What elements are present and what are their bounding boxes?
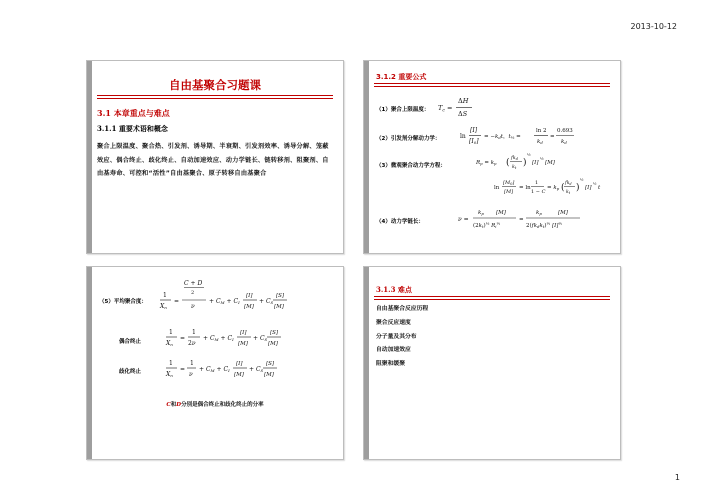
svg-text:1: 1 bbox=[192, 329, 196, 336]
svg-text:): ) bbox=[576, 183, 580, 193]
svg-text:ln: ln bbox=[460, 133, 466, 140]
formula-label-average-dp: （5）平均聚合度： bbox=[99, 299, 147, 305]
svg-text:=: = bbox=[550, 134, 555, 140]
section-heading: 3.1 本章重点与难点 bbox=[97, 108, 170, 118]
svg-text:ΔS: ΔS bbox=[458, 110, 468, 118]
svg-text:=: = bbox=[180, 366, 186, 373]
subsection-heading: 3.1.1 重要术语和概念 bbox=[97, 124, 168, 133]
slide-title: 3.1.2 重要公式 bbox=[376, 73, 427, 81]
svg-text:1: 1 bbox=[163, 292, 167, 299]
equation-average-dp bbox=[159, 277, 289, 315]
svg-text:[I]: [I] bbox=[585, 185, 592, 191]
list-item: 自由基聚合反应历程 bbox=[376, 306, 429, 312]
svg-text:= ln: = ln bbox=[519, 185, 531, 191]
equation-integrated bbox=[494, 173, 619, 201]
svg-text:Rp = kp: Rp = kp bbox=[476, 160, 497, 166]
svg-text:ln: ln bbox=[494, 185, 500, 191]
slide-4 bbox=[363, 266, 621, 460]
svg-text:[M]: [M] bbox=[545, 160, 555, 166]
svg-text:[M]: [M] bbox=[268, 341, 278, 347]
svg-text:= −kdt，t½ =: = −kdt，t½ = bbox=[484, 134, 521, 140]
equation-chain-length bbox=[458, 204, 608, 236]
svg-text:2(fkdkt)½ [I]½: 2(fkdkt)$^{\frac{1}{2}}$ $[I]^{\frac{1}{2}}$ bbox=[526, 221, 563, 229]
slide-title: 自由基聚合习题课 bbox=[169, 78, 261, 92]
formula-label-ceiling: （1）聚合上限温度： bbox=[376, 107, 430, 113]
note-var-d: D bbox=[176, 402, 182, 408]
svg-text:½: ½ bbox=[540, 156, 544, 161]
svg-text:[I]: [I] bbox=[240, 330, 247, 336]
svg-text:kd: kd bbox=[561, 139, 567, 145]
svg-text:+ CM + CI: + CM + CI bbox=[199, 366, 230, 373]
header-date: 2013-10-12 bbox=[630, 22, 677, 31]
svg-text:): ) bbox=[523, 158, 527, 168]
svg-text:0.693: 0.693 bbox=[557, 128, 573, 134]
svg-text:[M]: [M] bbox=[238, 341, 248, 347]
note-var-c: C bbox=[166, 402, 171, 408]
svg-text:fkd: $fk_d$ bbox=[511, 156, 518, 161]
equation-disproportionation bbox=[165, 354, 290, 384]
list-item: 分子量及其分布 bbox=[376, 333, 417, 340]
svg-text:2ν: 2ν bbox=[188, 340, 196, 347]
svg-text:1: 1 bbox=[535, 180, 539, 186]
svg-text:+ CM + CI: + CM + CI bbox=[203, 335, 234, 342]
termination-note bbox=[87, 400, 343, 408]
svg-text:[M]: [M] bbox=[274, 304, 284, 310]
svg-text:[S]: [S] bbox=[266, 361, 275, 367]
svg-text:ν: ν bbox=[189, 371, 193, 378]
svg-text:[I]: [I] bbox=[236, 361, 243, 367]
svg-text:[M]: [M] bbox=[504, 189, 514, 195]
svg-text:kt: $k_t$ bbox=[512, 165, 517, 170]
svg-text:fkd: $fk_d$ bbox=[565, 181, 572, 186]
slide-title: 3.1.3 难点 bbox=[376, 285, 412, 294]
svg-text:[I0]: [I0] bbox=[469, 138, 479, 145]
svg-text:[I]: [I] bbox=[532, 160, 539, 166]
svg-text:[M]: [M] bbox=[496, 210, 506, 216]
title-rule bbox=[97, 98, 333, 99]
list-item: 阻聚和缓聚 bbox=[376, 361, 405, 368]
svg-text:[S]: [S] bbox=[270, 330, 279, 336]
svg-text:+ CS: + CS bbox=[253, 335, 268, 342]
svg-text:kt: $k_t$ bbox=[566, 190, 571, 195]
equation-decomposition bbox=[460, 121, 590, 151]
slide-left-bar bbox=[364, 61, 369, 253]
svg-text:=: = bbox=[174, 298, 180, 305]
list-item: 聚合反应速度 bbox=[376, 319, 411, 326]
svg-text:½: ½ bbox=[580, 178, 584, 182]
equation-ceiling-temp bbox=[438, 91, 498, 123]
svg-text:Xn: Xn bbox=[160, 303, 167, 310]
slide-left-bar bbox=[87, 267, 92, 459]
svg-text:½: ½ bbox=[593, 182, 597, 186]
svg-text:1: 1 bbox=[169, 329, 173, 336]
svg-text:(: ( bbox=[506, 158, 510, 168]
slide-2 bbox=[363, 60, 621, 254]
svg-text:ln 2: ln 2 bbox=[536, 128, 547, 134]
formula-label-combination: 偶合终止 bbox=[119, 339, 142, 345]
equation-combination bbox=[165, 323, 290, 353]
svg-text:[M]: [M] bbox=[234, 372, 244, 378]
svg-text:1 − C: 1 − C bbox=[531, 189, 546, 195]
svg-text:+ CS: + CS bbox=[249, 366, 264, 373]
terms-paragraph: 聚合上限温度、聚合热、引发剂、诱导期、半衰期、引发剂效率、诱导分解、笼蔽效应、偶合终止、歧化终止、自动加速效应、动力学链长、链转移剂、阻聚剂、自由基寿命、可控和“活性”自由基聚合、原子转移自由基聚合 bbox=[97, 143, 329, 177]
svg-text:Xn: Xn bbox=[166, 340, 173, 347]
svg-text:(: ( bbox=[561, 183, 565, 193]
svg-text:[S]: [S] bbox=[276, 293, 285, 299]
title-rule bbox=[374, 86, 610, 87]
svg-text:[I]: [I] bbox=[470, 127, 478, 134]
formula-label-rate: （3）微观聚合动力学方程： bbox=[376, 163, 446, 169]
svg-text:+ CM + CI: + CM + CI bbox=[209, 298, 240, 305]
page-number: 1 bbox=[674, 473, 680, 482]
slide-3 bbox=[86, 266, 344, 460]
svg-text:kp: kp bbox=[478, 210, 484, 216]
formula-label-chain-length: （4）动力学链长： bbox=[376, 219, 424, 225]
title-rule bbox=[374, 299, 610, 300]
svg-text:½: ½ bbox=[527, 152, 531, 157]
title-rule bbox=[374, 83, 610, 84]
svg-text:ν: ν bbox=[191, 303, 195, 310]
list-item: 自动加速效应 bbox=[376, 347, 411, 354]
svg-text:ν =: ν = bbox=[458, 216, 469, 223]
slide-1 bbox=[86, 60, 344, 254]
svg-text:[M]: [M] bbox=[558, 210, 568, 216]
svg-text:2: 2 bbox=[191, 290, 195, 296]
svg-text:+ CS: + CS bbox=[259, 298, 274, 305]
svg-text:=: = bbox=[519, 217, 524, 223]
note-conj: 和 bbox=[170, 402, 177, 408]
svg-text:[M]: [M] bbox=[244, 304, 254, 310]
title-rule bbox=[374, 296, 610, 297]
svg-text:C + D: C + D bbox=[184, 280, 203, 287]
svg-text:1: 1 bbox=[169, 360, 173, 367]
svg-text:ΔH: ΔH bbox=[458, 97, 469, 105]
formula-label-disproportionation: 歧化终止 bbox=[119, 369, 142, 375]
svg-text:t: t bbox=[598, 185, 601, 191]
svg-text:Tc =: $T_c$ = bbox=[438, 104, 453, 114]
svg-text:[M]: [M] bbox=[264, 372, 274, 378]
note-text: 分别是偶合终止和歧化终止的分率 bbox=[181, 402, 264, 408]
svg-text:=: = bbox=[180, 335, 186, 342]
svg-text:= kp: = kp bbox=[547, 185, 560, 191]
title-rule bbox=[97, 95, 333, 96]
svg-text:kd: kd bbox=[537, 139, 543, 145]
svg-text:[I]: [I] bbox=[246, 293, 253, 299]
svg-text:(2kt)½ Ri½: $(2kt)^{\frac{1}{2}}$ $Ri^{\frac{1}{2}}$ bbox=[473, 221, 501, 229]
svg-text:[M0]: $[M_0]$ bbox=[503, 180, 515, 186]
formula-label-decomposition: （2）引发剂分解动力学： bbox=[376, 136, 441, 142]
svg-text:Xn: Xn bbox=[166, 371, 173, 378]
slide-left-bar bbox=[364, 267, 369, 459]
svg-text:kp: kp bbox=[536, 210, 542, 216]
difficulty-list bbox=[376, 303, 428, 372]
svg-text:1: 1 bbox=[190, 360, 194, 367]
